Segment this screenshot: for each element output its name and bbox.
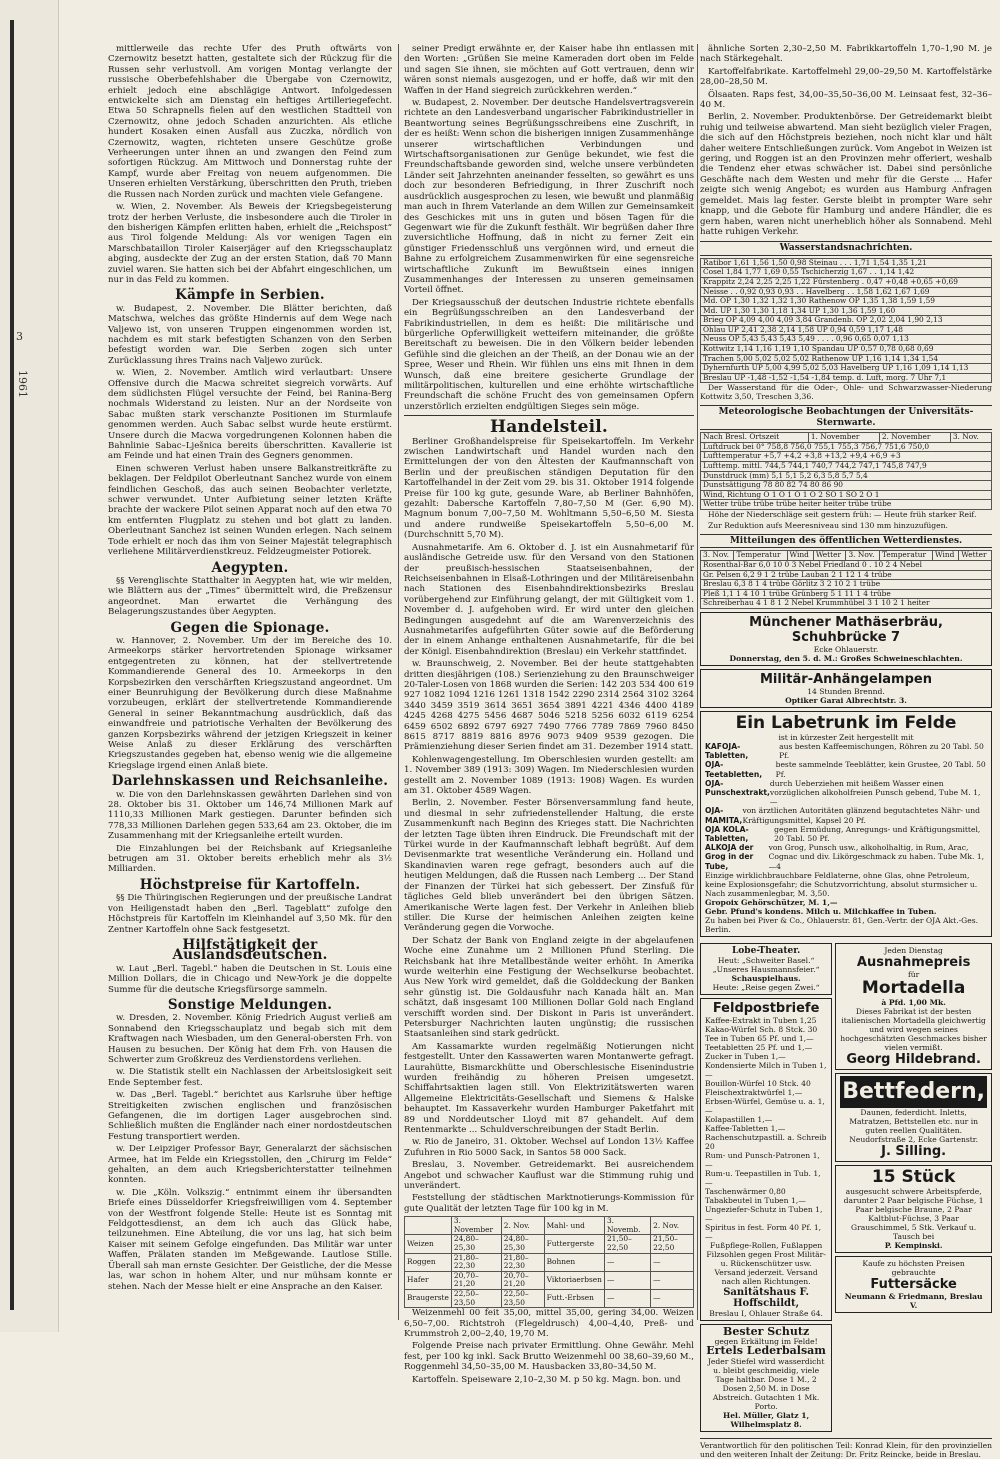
- table-cell: Luftdruck bei 0° 758,8 756,0 755,1 755,3 756,7 751,6 750,0: [701, 442, 992, 452]
- ad-text: Daunen, federdicht. Inletts, Matratzen, Bettstellen etc. nur in guten reellen Qualitäten.: [849, 1107, 979, 1135]
- ad-price: à Pfd. 1,00 Mk.: [881, 997, 946, 1007]
- ad-text: Gebr. Pfund's kondens. Milch u. Milchkaffee in Tuben.: [705, 906, 937, 916]
- ad-title: Militär-Anhängelampen: [760, 671, 932, 687]
- article-paragraph: w. Der Leipziger Professor Bayr, Generalarzt der sächsischen Armee, hat im Felde ein Kriegsstollen, den „Chirurg im Felde“ gehalten, an dem auch Kriegsberichterstatter teilnehmen konnten.: [108, 1144, 392, 1186]
- water-level-title: Wasserstandsnachrichten.: [700, 241, 992, 255]
- table-header: 3. Novemb.: [604, 1217, 650, 1235]
- product-item: [705, 779, 987, 807]
- ad-text: Einzige wirklichbrauchbare Feldlaterne, ohne Glas, ohne Petroleum, keine Explosionsgefahr; die Schutzvorrichtung, absolut sturmsicher u. Nach zusammenlegbar, M. 3,50.: [705, 870, 978, 898]
- table-cell: 24,80–25,30: [501, 1235, 544, 1253]
- table-note: Zur Reduktion aufs Meeresniveau sind 130 mm hinzuzufügen.: [708, 521, 948, 530]
- article-paragraph: Ausnahmetarife. Am 6. Oktober d. J. ist ein Ausnahmetarif für ausländische Getreide usw. für den Versand von den Stationen der preußisch-hessischen Staatseisenbahnen, der Reichseisenbahnen in Elsaß-Lothringen und der Militäreisenbahn nach Stationen des Eisenbahndirektionsbezirks Breslau vorübergehend zur Einführung gelangt, der mit Gültigkeit vom 1. November d. J. aufgehoben wird. Er wird unter den gleichen Bedingungen ausgedehnt auf die am Warenverzeichnis des Ausnahmetarifes aufgeführten Güter sowie auf die Beförderung der in einem Anhange enthaltenen Ausnahmetarife, für die bei der Königl. Eisenbahndirektion (Breslau) ein Verkehr stattfindet.: [404, 542, 694, 657]
- table-cell: Bohnen: [544, 1253, 604, 1271]
- section-heading: Gegen die Spionage.: [170, 619, 330, 636]
- ad-firm: Hel. Müller, Glatz 1, Wilhelmsplatz 8.: [723, 1410, 810, 1429]
- table-cell: Hafer: [405, 1271, 452, 1289]
- weather-observation-table: [700, 432, 992, 510]
- table-cell: 21,50–22,50: [651, 1235, 694, 1253]
- list-item: Spiritus in fest. Form 40 Pf. 1,—: [705, 1223, 822, 1242]
- table-cell: Lufttemp. mittl. 744,5 744,1 740,7 744,2 747,1 745,8 747,9: [701, 462, 992, 472]
- ad-title: Futtersäcke: [870, 1276, 957, 1292]
- section-heading: Kämpfe in Serbien.: [175, 287, 325, 304]
- table-cell: Kottwitz 1,14 1,16 1,19 1,10 Spandau UP 0,57 0,78 0,68 0,69: [701, 345, 992, 355]
- article-paragraph: Der Kriegsausschuß der deutschen Industrie richtete ebenfalls ein Begrüßungsschreiben an den Landesverband der Fabrikindustriellen, in dem es heißt: Die militärische und bürgerliche Opferwilligkeit wetteifern miteinander, die größte Bereitschaft zu beweisen. Die in den Völkern beider lebenden Gefühle sind die gleichen an der Theiß, an der Donau wie an der Spree, Weser und Rhein. Wir fühlen uns eins mit Ihnen in dem Wunsch, daß eine breitere gesicherte Grundlage der militärpolitischen, kulturellen und eine erhöhte wirtschaftliche Freundschaft die schöne Frucht des von gemeinsamen Opfern unzerstörlich erzielten endgültigen Sieges sein möge.: [404, 297, 694, 412]
- ad-text: Neudorfstraße 2, Ecke Gartenstr.: [849, 1134, 978, 1144]
- table-cell: —: [604, 1271, 650, 1289]
- product-name: KAFOJA-Tabletten,: [705, 741, 749, 761]
- ad-text: ist in kürzester Zeit hergestellt mit: [778, 732, 914, 742]
- article-paragraph: w. Die von den Darlehnskassen gewährten Darlehen sind von 28. Oktober bis 31. Oktober um 146,74 Millionen Mark auf 1110,33 Millionen Mark gestiegen. Darunter befinden sich 778,33 Millionen Darlehen gegen 533,64 am 23. Oktober, die im Zusammenhang mit der Kriegsanleihe erteilt wurden.: [108, 789, 392, 842]
- ad-text: Ecke Ohlauerstr.: [813, 644, 879, 654]
- binding-rule: [10, 20, 14, 1310]
- article-paragraph: Kartoffeln. Speiseware 2,10–2,30 M. p 50 kg. Magn. bon. und: [412, 1374, 681, 1385]
- ad-text: Kaufe zu höchsten Preisen gebrauchte: [862, 1258, 965, 1277]
- ad-text: Heut: „Schweiter Basel.“: [717, 956, 815, 966]
- table-cell: —: [604, 1253, 650, 1271]
- article-paragraph: Folgende Preise nach privater Ermittlung. Ohne Gewähr. Mehl fest, per 100 kg inkl. Sack Brutto Weizenmehl 00 38,60–39,60 M., Roggenmehl 34,50–35,00 M. Hausbacken 33,80–34,50 M.: [404, 1341, 694, 1373]
- table-header: Wetter: [959, 551, 992, 561]
- list-item: Kaffee-Extrakt in Tuben 1,25: [705, 1016, 817, 1026]
- article-paragraph: w. Die „Köln. Volkszig.“ entnimmt einem ihr übersandten Briefe eines Düsseldorfer Kriegsfreiwilligen vom 4. September von der Westfront folgende Stelle: Heute ist es Sonntag mit Feldgottesdienst, an dem ich auch das Glück habe, teilzunehmen. Eine Abteilung, die vor uns lag, hat sich beim Kaiser mit seinem Gefolge eingefunden. Das Militär war unter Waffen, Prälaten standen im Meßgewande. Lautlose Stille. Überall sah man ernste Gesichter. Der Geistliche, der die Messe las, war schon in hohem Alter, und nur mühsam konnte er stehen. Nach der Messe hielt er eine Ansprache an den Kaiser.: [108, 1187, 392, 1292]
- product-item: [705, 825, 987, 843]
- table-cell: —: [651, 1290, 694, 1308]
- ad-text: Breslau I, Ohlauer Straße 64.: [709, 1309, 823, 1319]
- ad-text: Fußpflege-Rollen, Fußlappen Filzsohlen gegen Frost Militär- u. Rückenschützer usw. Versand jederzeit. Versand nach allen Richtungen.: [706, 1241, 826, 1287]
- market-table: [404, 1216, 694, 1308]
- ad-text: Jeden Dienstag: [884, 945, 943, 955]
- table-note: Der Wasserstand für die Oder-, Ohle- und Schwarzwasser-Niederung Kottwitz 3,50, Treschen 3,36.: [700, 383, 992, 402]
- ad-text: Heute: „Reise gegen Zwei.“: [712, 983, 820, 993]
- ad-text: Dieses Fabrikat ist der besten italienischen Mortadella gleichwertig und wird wegen seines hochgeschätzten Geschmackes bisher vielen vermißt.: [840, 1006, 987, 1052]
- column-2: [404, 44, 694, 1385]
- table-header: 3. November: [451, 1217, 501, 1235]
- article-paragraph: w. Braunschweig, 2. November. Bei der heute stattgehabten dritten diesjährigen (108.) Serienziehung zu den Braunschweiger 20-Taler-Losen von 1868 wurden die Serien: 142 203 534 400 619 927 1082 1094 1216 1261 1318 1542 2290 2314 2564 3102 3264 3440 3459 3519 3614 3651 3654 3891 4221 4346 4400 4189 4245 4268 4275 5456 4687 5046 5218 5256 6032 6119 6254 6459 6502 6892 6797 6927 7490 7766 7789 7869 7960 8450 8615 8717 8819 8816 8976 9073 9409 9539 gezogen. Die Prämienziehung dieser Serien findet am 31. Dezember 1914 statt.: [404, 659, 694, 753]
- product-item: [705, 742, 987, 760]
- ad-mortadella: [835, 943, 992, 1070]
- article-paragraph: Feststellung der städtischen Marktnotierungs-Kommission für gute Qualität der letzten Tage für 100 kg in M.: [404, 1193, 694, 1214]
- ad-text: Zu haben bei Piver & Co., Ohlauerstr. 81, Gen.-Vertr. der OJA Akt.-Ges. Berlin.: [705, 915, 979, 934]
- table-row: [701, 268, 992, 278]
- table-header: 2. Nov.: [651, 1217, 694, 1235]
- ad-futtersaecke: [835, 1256, 992, 1313]
- product-desc: durch Ueberziehen mit heißem Wasser einen vorzüglichen alkoholfreien Punsch gebend, Tube M. 1,—: [769, 778, 981, 807]
- table-cell: Pleß 1,1 1 4 10 1 trübe Grünberg 5 1 11 1 4 trübe: [701, 589, 992, 599]
- table-row: [701, 500, 992, 510]
- table-cell: Breslau 6,3 8 1 4 trübe Görlitz 3 2 10 2 1 trübe: [701, 580, 992, 590]
- article-paragraph: w. Wien, 2. November. Als Beweis der Kriegsbegeisterung trotz der herben Verluste, die insbesondere auch die Tiroler in den bisherigen Kämpfen erlitten haben, erhielt die „Reichspost“ aus Tirol folgende Meldung: Als vor wenigen Tagen ein Marschbataillon Tiroler Kaiserjäger auf den Kriegsschauplatz abging, ausdeckte der Zug an der ersten Station, daß 70 Mann zuviel waren. Sie hatten sich bei der Abfahrt eingeschlichen, um nur in das Feld zu kommen.: [108, 202, 392, 285]
- ad-lamps: [700, 669, 992, 708]
- table-row: [701, 297, 992, 307]
- table-row: [701, 580, 992, 590]
- ad-text: Donnerstag, den 5. d. M.: Großes Schweineschlachten.: [729, 653, 963, 663]
- article-paragraph: Am Kassamarkte wurden regelmäßig Notierungen nicht festgestellt. Unter den Kassawerten waren Montanwerte gefragt. Laurahütte, Bismarckhütte und Oberschlesische Eisenindustrie wurden freihändig zu höheren Preisen umgesetzt. Schiffahrtsaktien lagen still. Von Elektrizitätswerten waren Allgemeine Elektricitäts-Gesellschaft und Siemens & Halske behauptet. Im Kassaverkehr wurden Hamburger Paketfahrt mit 89 und Norddeutscher Lloyd mit 87 gehandelt. Auf dem Rentenmarkte ... Schuldverschreibungen der Stadt Berlin.: [404, 1041, 694, 1136]
- ad-text: Schauspielhaus.: [731, 974, 801, 984]
- article-paragraph: w. Wien, 2. November. Amtlich wird verlautbart: Unsere Offensive durch die Macwa schreitet siegreich vorwärts. Auf dem südlichsten Flügel versuchte der Feind, bei Ranina-Berg nochmals Widerstand zu leisten. Nur an der Nordseite von Sabac mußten stark verschanzte Positionen im Sturmlaufe genommen werden. Auch Sabac selbst wurde heute erstürmt. Unsere durch die Macwa vorgedrungenen Kolonnen haben die Bahnlinie Sabac–Lješnica bereits überschritten. Kavallerie ist am Feinde und hat einen Train des Gegners genommen.: [108, 368, 392, 462]
- table-header: Wind: [787, 551, 813, 561]
- ad-title: Bettfedern,: [840, 1076, 987, 1108]
- table-cell: 22,50–23,50: [451, 1290, 501, 1308]
- table-header: Mahl- und: [544, 1217, 604, 1235]
- table-header: Wetter: [813, 551, 846, 561]
- ad-bettfedern: [835, 1073, 992, 1162]
- table-cell: Cosel 1,84 1,77 1,69 0,55 Tschicherzig 1,67 . . 1,14 1,42: [701, 268, 992, 278]
- table-cell: Ratibor 1,61 1,56 1,50 0,98 Steinau . . . 1,71 1,54 1,35 1,21: [701, 258, 992, 268]
- column-rule: [697, 44, 698, 1320]
- table-header: 3. Nov.: [701, 551, 734, 561]
- table-cell: 20,70–21,20: [501, 1271, 544, 1289]
- table-row: [701, 462, 992, 472]
- ad-firm: Sanitätshaus F. Hoffschildt,: [723, 1287, 810, 1309]
- list-item: Fleischextraktwürfel 1,—: [705, 1088, 803, 1098]
- table-row: [701, 364, 992, 374]
- ad-text: Optiker Garai Albrechtstr. 3.: [785, 695, 907, 705]
- ad-column-left: [700, 940, 832, 1435]
- table-cell: Krappitz 2,24 2,25 2,25 1,22 Fürstenberg . 0,47 +0,48 +0,65 +0,69: [701, 277, 992, 287]
- column-rule: [398, 44, 399, 1320]
- ad-text: ausgesucht schwere Arbeitspferde, darunter 2 Paar belgische Füchse, 1 Paar belgische Braune, 2 Paar Kaltblut-Füchse, 3 Paar Grauschimmel, 5 Stk. Verkauf u. Tausch bei: [843, 1186, 984, 1241]
- article-paragraph: w. Rio de Janeiro, 31. Oktober. Wechsel auf London 13½ Kaffee Zufuhren in Rio 5000 Sack, in Santos 58 000 Sack.: [404, 1137, 694, 1158]
- ad-title: Lobe-Theater.: [731, 945, 801, 956]
- table-header: 3. Nov.: [950, 433, 991, 443]
- ad-mathaeserbraeu: [700, 612, 992, 666]
- table-header: 3. Nov.: [846, 551, 879, 561]
- ad-text: Gropoix Gehörschützer, M. 1,—: [705, 897, 838, 907]
- list-item: Kakao-Würfel Sch. 8 Stck. 30: [705, 1025, 818, 1035]
- list-item: Ungeziefer-Schutz in Tuben 1,—: [705, 1205, 823, 1224]
- article-paragraph: Breslau, 3. November. Getreidemarkt. Bei ausreichendem Angebot und schwacher Kauflust war die Stimmung ruhig und unverändert.: [404, 1160, 694, 1192]
- article-paragraph: mittlerweile das rechte Ufer des Pruth oftwärts von Czernowitz besetzt hatten, gestaltete sich der Rückzug für die Russen sehr verlustvoll. Am vorigen Montag verlangte der russische Oberbefehlshaber die Übergabe von Czernowitz, erhielt jedoch eine abschlägige Antwort. Infolgedessen entwickelte sich am Dienstag ein heftiges Artilleriegefecht. Etwa 50 Schrapnells fielen auf den westlichen Stadtteil von Czernowitz, ohne jedoch Schaden anzurichten. Als etliche hundert Kosaken einen Ausfall aus Zuczka, nördlich von Czernowitz, wagten, richteten unsere Geschütze große Verheerungen unter ihnen an und zwangen den Feind zum sofortigen Rückzug. Am Mittwoch und Donnerstag ruhte der Kampf, wurde aber Freitag von neuem aufgenommen. Die Unseren erhielten Verstärkung, überschritten den Pruth, trieben die Russen nach Norden zurück und machten viele Gefangene.: [108, 44, 392, 200]
- margin-mark: 3: [16, 330, 23, 343]
- list-item: Bouillon-Würfel 10 Stck. 40: [705, 1079, 811, 1089]
- weather-service-table: [700, 550, 992, 609]
- ad-text: 14 Stunden Brennd.: [807, 686, 885, 696]
- column-1: [108, 44, 392, 1314]
- table-cell: Wetter trübe trübe trübe heiter heiter trübe trübe: [701, 500, 992, 510]
- product-name: OJA-MAMITA,: [705, 806, 743, 825]
- product-desc: von ärztlichen Autoritäten glänzend begutachtetes Nähr- und Kräftigungsmittel, Kapsel 20 Pf.: [742, 806, 981, 825]
- table-cell: Dunstsättigung 78 80 82 74 80 86 90: [701, 481, 992, 491]
- product-desc: beste sammelnde Teeblätter, kein Grustee, 20 Tabl. 50 Pf.: [775, 760, 986, 779]
- article-paragraph: §§ Verenglischte Statthalter in Aegypten hat, wie wir melden, wie Blättern aus der „Times“ übermittelt wird, die Preßzensur angeordnet. Man erwartet die Verhängung des Belagerungszustandes über Aegypten.: [108, 575, 392, 618]
- article-paragraph: Berlin, 2. November. Fester Börsenversammlung fand heute, und diesmal in sehr zufriedenstellender Haltung, die erste Zusammenkunft nach Beginn des Krieges statt. Die Nachrichten der letzten Tage übten ihren Eindruck. Die Freundschaft mit der Türkei wurde in der Kaufmannschaft lebhaft begrüßt. Auf dem Devisenmarkte trat wesentliche Veränderung ein. Holland und Skandinavien waren rege gefragt, besonders auch auf die heutigen Meldungen, daß die Russen nach Lemberg ... Der Stand der Finanzen der Türkei hat sich gebessert. Der Zinsfuß für tägliches Geld blieb unverändert bei den übrigen Sätzen. Amerikanische Werte lagen fest. Der Verkehr in Anleihen blieb stiller. Die Kurse der heimischen Anleihen zeigten keine Veränderung gegen die Vorwoche.: [404, 798, 694, 934]
- table-cell: Neuss OP 5,43 5,43 5,43 5,49 . . . . 0,96 0,65 0,07 1,13: [701, 335, 992, 345]
- ad-text: für: [907, 969, 920, 979]
- ad-column-right: [835, 940, 992, 1435]
- article-paragraph: Einen schweren Verlust haben unsere Balkanstreitkräfte zu beklagen. Der Feldpilot Oberleutnant Sanchez wurde von einem feindlichen Geschoß, das auch seinen Beobachter verletzte, schwer verwundet. Unter Aufbietung seiner letzten Kräfte brachte der wackere Pilot seinen Apparat noch auf den etwa 70 km entfernten Flugplatz zu stehen und bot glatt zu landen. Oberleutnant Sanchez ist seinen Wunden erlegen. Nach seinem Tode erhielt er noch das ihm von Seiner Majestät telegraphisch verliehene Militärverdienstkreuz. Feldzeugmeister Potiorek.: [108, 463, 392, 558]
- section-heading: Höchstpreise für Kartoffeln.: [139, 876, 361, 893]
- article-paragraph: Ölsaaten. Raps fest, 34,00–35,50–36,00 M. Leinsaat fest, 32–36–40 M.: [700, 89, 992, 111]
- section-heading: Hilfstätigkeit der Auslandsdeutschen.: [172, 936, 328, 964]
- table-cell: Gr. Pelsen 6,2 9 1 2 trübe Lauban 2 1 12 1 4 trübe: [701, 570, 992, 580]
- table-cell: Trachen 5,00 5,02 5,02 5,02 Rathenow UP 1,16 1,14 1,34 1,54: [701, 354, 992, 364]
- table-cell: Dunstdruck (mm) 5,1 5,1 5,2 6,3 5,8 5,7 5,4: [701, 471, 992, 481]
- article-paragraph: Kohlenwagengestellung. Im Oberschlesien wurden gestellt: am 1. November 389 (1913: 309) Wagen. Im Niederschlesien wurden gestellt am 2. November 1089 (1913: 1908) Wagen. Es wurden am 31. Oktober 4589 Wagen.: [404, 754, 694, 797]
- ad-text: gegen Erkältung im Felde!: [714, 1337, 818, 1347]
- list-item: Rum-u. Teepastillen in Tub. 1,—: [705, 1169, 821, 1188]
- list-item: Rachenschutzpastill. a. Schreib 20: [705, 1133, 827, 1152]
- article-paragraph: Berlin, 2. November. Produktenbörse. Der Getreidemarkt bleibt ruhig und teilweise abwartend. Man sieht bezüglich vieler Fragen, die sich auf den Höchstpreis beziehen, noch nicht klar und hält daher weitere Entschließungen zurück. Vom Angebot in Weizen ist gering, und Roggen ist an den Provinzen mehr offeriert, weshalb die Tendenz eher etwas schwächer ist. Dabei sind persönliche Geschäfte nach dem Westen und mehr für die Gerste ... Hafer zeigte sich wenig Angebot; es wurden aus Hamburg Anfragen gemeldet. Mais lag fester. Gerste bleibt in prompter Ware sehr knapp, und die Gebote für Hamburg und andere Händler, die es gern haben, waren nicht unerheblich höher als Sonnabend. Mehl hatte ruhigen Verkehr.: [700, 112, 992, 237]
- table-cell: Ohlau UP 2,41 2,38 2,14 1,58 UP 0,94 0,59 1,17 1,48: [701, 325, 992, 335]
- table-cell: Lufttemperatur +5,7 +4,2 +3,8 +13,2 +9,4 +6,9 +3: [701, 452, 992, 462]
- table-cell: Neisse . . 0,92 0,93 0,93 . . Havelberg . . 1,58 1,62 1,67 1,69: [701, 287, 992, 297]
- table-row: [405, 1290, 694, 1308]
- article-paragraph: seiner Predigt erwähnte er, der Kaiser habe ihn entlassen mit den Worten: „Grüßen Sie meine Kameraden dort oben im Felde und sagen Sie ihnen, sie möchten auf Gott vertrauen, denn wir wären sonst niemals ausgezogen, und er hoffe, daß wir mit den Waffen in der Hand siegreich zurückkehren werden.“: [404, 44, 694, 96]
- table-row: [701, 345, 992, 355]
- list-item: Kondensierte Milch in Tuben 1,—: [705, 1061, 827, 1080]
- ad-firm: Neumann & Friedmann, Breslau V.: [844, 1291, 983, 1310]
- ad-title: Ertels Lederbalsam: [706, 1344, 826, 1358]
- table-row: [405, 1271, 694, 1289]
- list-item: Taschenwärmer 0,80: [705, 1187, 786, 1197]
- article-paragraph: w. Budapest, 2. November. Die Blätter berichten, daß Matschwa, welches das größte Hindernis auf dem Wege nach Valjewo ist, von unseren Truppen eingenommen worden ist, nachdem es mit stark befestigten Schanzen von den Serben befestigt worden war. Die Serben zogen sich unter Zurücklassung ihres Trains nach Valjewo zurück.: [108, 303, 392, 366]
- ad-title: Bester Schutz: [723, 1325, 810, 1339]
- ad-pferde: [835, 1165, 992, 1253]
- table-header: 2. November: [879, 433, 950, 443]
- table-cell: Roggen: [405, 1253, 452, 1271]
- imprint-footer: Verantwortlich für den politischen Teil: Konrad Klein, für den provinziellen und den weiteren Inhalt der Zeitung: Dr. Fritz Reincke, beide in Breslau.: [700, 1438, 992, 1459]
- table-header: Temperatur: [734, 551, 787, 561]
- ad-lederbalsam: [700, 1324, 832, 1432]
- weather-observation-title: Meteorologische Beobachtungen der Universitäts-Sternwarte.: [700, 405, 992, 430]
- ad-firm: Georg Hildebrand.: [846, 1051, 981, 1067]
- product-desc: von Grog, Punsch usw., alkoholhaltig, in Rum, Arac, Cognac und div. Likörgeschmack zu haben. Tube Mk. 1,—4: [768, 843, 985, 871]
- product-name: OJA-Teetabletten,: [705, 760, 763, 779]
- list-item: Zucker in Tuben 1,—: [705, 1052, 786, 1062]
- divider: [404, 415, 694, 416]
- list-item: Kolapastillen 1,—: [705, 1115, 773, 1125]
- table-cell: 21,80–22,30: [501, 1253, 544, 1271]
- section-heading: Darlehnskassen und Reichsanleihe.: [111, 773, 389, 790]
- list-item: Kaffee-Tabletten 1,—: [705, 1124, 786, 1134]
- product-list: [705, 1016, 827, 1241]
- column-3: [700, 44, 992, 1459]
- table-header: 2. Nov.: [501, 1217, 544, 1235]
- list-item: Rum- und Punsch-Patronen 1,—: [705, 1151, 820, 1170]
- water-level-table: [700, 258, 992, 384]
- table-cell: Viktoriaerbsen: [544, 1271, 604, 1289]
- table-cell: Braugerste: [405, 1290, 452, 1308]
- table-cell: —: [604, 1290, 650, 1308]
- product-item: [705, 760, 987, 778]
- article-paragraph: Kartoffelfabrikate. Kartoffelmehl 29,00–29,50 M. Kartoffelstärke 28,00–28,50 M.: [700, 66, 992, 88]
- article-paragraph: Der Schatz der Bank von England zeigte in der abgelaufenen Woche eine Zunahme um 2 Millionen Pfund Sterling. Die Reichsbank hat ihre Metallbestände weiter erhöht. In Amerika wurde weiterhin eine Festigung der Wechselkurse beobachtet. Aus New York wird gemeldet, daß die Golddeckung der Banken sehr günstig ist. Die Goldausfuhr nach Kanada hält an. Man schätzt, daß insgesamt 100 Millionen Dollar Gold nach England verschifft worden sind. Der Diskont in Paris ist unverändert. Petersburger Nachrichten lauten ungünstig; die russischen Staatsanleihen sind stark gedrückt.: [404, 935, 694, 1040]
- ad-firm: J. Silling.: [881, 1143, 947, 1159]
- ad-feldpostbriefe: [700, 998, 832, 1321]
- table-cell: Weizen: [405, 1235, 452, 1253]
- product-name: ALKOJA der Grog in der Tube,: [705, 843, 754, 871]
- list-item: Erbsen-Würfel, Gemüse u. a. 1,—: [705, 1097, 825, 1116]
- ad-title: Feldpostbriefe: [712, 1001, 820, 1017]
- table-cell: 24,80–25,30: [451, 1235, 501, 1253]
- table-cell: Dyhernfurth UP 5,00 4,99 5,02 5,03 Havelberg UP 1,16 1,09 1,14 1,13: [701, 364, 992, 374]
- table-cell: —: [651, 1253, 694, 1271]
- margin-mark: 1961: [16, 370, 29, 398]
- table-cell: Futtergerste: [544, 1235, 604, 1253]
- ad-title: Ein Labetrunk im Felde: [735, 712, 957, 733]
- ad-labetrunk: [700, 711, 992, 937]
- scan-margin: [0, 0, 59, 1332]
- table-row: [701, 481, 992, 491]
- table-cell: Brieg OP 4,09 4,00 4,09 3,84 Grandenb. OP 2,02 2,04 1,90 2,13: [701, 316, 992, 326]
- table-cell: Md. OP 1,30 1,32 1,32 1,30 Rathenow OP 1,35 1,38 1,59 1,59: [701, 297, 992, 307]
- article-paragraph: w. Laut „Berl. Tagebl.“ haben die Deutschen in St. Louis eine Million Dollars, die in Chicago und New-York je die doppelte Summe für die deutsche Kriegsfürsorge sammeln.: [108, 963, 392, 995]
- ad-title: Münchener Mathäserbräu, Schuhbrücke 7: [749, 614, 943, 645]
- table-cell: Wind, Richtung O 1 O 1 O 1 O 2 SO 1 SO 2 O 1: [701, 490, 992, 500]
- table-cell: 20,70–21,20: [451, 1271, 501, 1289]
- article-paragraph: Weizenmehl 00 feit 35,00, mittel 35,00, gering 34,00. Weizen 6,50–7,00. Richtstroh (Flegeldrusch) 4,00–4,40, Preß- und Krummstroh 2,00–2,40, 19,70 M.: [404, 1308, 694, 1340]
- table-row: [405, 1235, 694, 1253]
- article-paragraph: Die Einzahlungen bei der Reichsbank auf Kriegsanleihe betrugen am 31. Oktober bereits erheblich mehr als 3½ Milliarden.: [108, 843, 392, 875]
- article-paragraph: w. Budapest, 2. November. Der deutsche Handelsvertragsverein richtete an den Landesverband ungarischer Fabrikindustrieller in Beantwortung seines Begrüßungsschreibens eine Zuschrift, in der es heißt: Wenn schon die bisherigen innigen Zusammenhänge unserer wirtschaftlichen Verbindungen und Wirtschaftsorganisationen zur Genüge bekundet, wie fest die Freundschaftsbande geworden sind, welche unsere verbündeten Länder seit Jahrzehnten aneinander fesselten, so gewährt es uns doch zur besonderen Befriedigung, in Ihrer Zuschrift noch ausdrücklich ausgesprochen zu lesen, wie bewußt und planmäßig man auch in Ihrem Vaterlande an dem Willen zur Gemeinsamkeit des Geschickes mit uns in guten und bösen Tagen für die Gegenwart wie für die Zukunft festhält. Wir begrüßen daher Ihre zuversichtliche Hoffnung, daß in nicht zu ferner Zeit ein günstiger Friedensschluß uns vergönnen wird, und erneut die Bahne zu erfolgreichem Zusammenwirken für eine segensreiche wirtschaftliche Zukunft im Bewußtsein eines innigen Zusammenhanges der Interessen zu unseren gemeinsamen Vorteil öffnet.: [404, 98, 694, 296]
- table-header: Nach Bresl. Ortszeit: [701, 433, 809, 443]
- product-desc: gegen Ermüdung, Anregungs- und Kräftigungsmittel, 20 Tabl. 50 Pf.: [774, 824, 981, 843]
- table-header: Wind: [933, 551, 959, 561]
- section-heading: Aegypten.: [211, 559, 289, 576]
- table-header: 1. November: [808, 433, 879, 443]
- article-paragraph: w. Dresden, 2. November. König Friedrich August verließ am Sonnabend den Kriegsschauplatz und begab sich mit dem Kraftwagen nach Wiesbaden, um den General-obersten Frh. von Hausen zu besuchen. Der König hat dem Frh. von Hausen die Schwerter zum Großkreuz des Verdienstordens verliehen.: [108, 1013, 392, 1065]
- product-desc: aus besten Kaffeemischungen, Röhren zu 20 Tabl. 50 Pf.: [779, 741, 984, 761]
- list-item: Tee in Tuben 65 Pf. und 1,—: [705, 1034, 814, 1044]
- product-name: OJA KOLA-Tabletten,: [705, 824, 749, 843]
- table-cell: —: [651, 1271, 694, 1289]
- table-cell: 21,50–22,50: [604, 1235, 650, 1253]
- ad-title: Ausnahmepreis: [856, 954, 971, 970]
- table-cell: 21,80–22,30: [451, 1253, 501, 1271]
- ad-theater: [700, 943, 832, 995]
- article-paragraph: w. Die Statistik stellt ein Nachlassen der Arbeitslosigkeit seit Ende September fest.: [108, 1067, 392, 1088]
- table-row: [701, 373, 992, 383]
- list-item: Tabakbeutel in Tuben 1,—: [705, 1196, 806, 1206]
- table-cell: Schreiberhau 4 1 8 1 2 Nebel Krummhübel 3 1 10 2 1 heiter: [701, 599, 992, 609]
- ad-firm: P. Kempinski.: [884, 1240, 943, 1250]
- table-header-row: [405, 1217, 694, 1235]
- section-heading: Sonstige Meldungen.: [167, 996, 333, 1013]
- table-row: [701, 316, 992, 326]
- table-cell: Breslau UP -1,48 -1,52 -1,54 -1,84 temp. d. Luft, morg. 7 Uhr 7,1: [701, 373, 992, 383]
- article-paragraph: w. Das „Berl. Tagebl.“ berichtet aus Karlsruhe über heftige Streitigkeiten zwischen englischen und französischen Gefangenen, die im dortigen Lager ausgebrochen sind. Schließlich mußten die Engländer nach einer nordostdeutschen Festung transportiert werden.: [108, 1090, 392, 1142]
- table-cell: 22,50–23,50: [501, 1290, 544, 1308]
- ad-text: Jeder Stiefel wird wasserdicht u. bleibt geschmeidig, viele Tage haltbar. Dose 1 M., 2 Dosen 2,50 M. in Dose Abstreich. Gutachten 1 Mk. Porto.: [707, 1356, 825, 1411]
- table-row: [701, 599, 992, 609]
- table-row: [405, 1253, 694, 1271]
- table-cell: Rosenthal-Bar 6,0 10 0 3 Nebel Friedland 0 . 10 2 4 Nebel: [701, 561, 992, 571]
- section-heading: Handelsteil.: [489, 417, 609, 438]
- article-paragraph: §§ Die Thüringischen Regierungen und der preußische Landrat von Heiligenstadt haben den „Berl. Tageblatt“ zufolge den Höchstpreis für Kartoffeln im Kleinhandel auf 3,50 Mk. für den Zentner Kartoffeln ohne Sack festgesetzt.: [108, 893, 392, 935]
- article-paragraph: Berliner Großhandelspreise für Speisekartoffeln. Im Verkehr zwischen Landwirtschaft und Handel wurden nach den Ermittelungen der von den Ältesten der Kaufmannschaft von Berlin und der preußischen ständigen Deputation für den Kartoffelhandel in der Zeit vom 29. bis 31. Oktober 1914 folgende Preise für 100 kg gute, gesunde Ware, ab Berliner Bahnhöfen, gezahlt: Dabersche Kartoffeln 7,80–7,50 M (Ger. 6,90 M). Magnum bonum 7,00–7,50 M. Wohltmann 5,50–6,50 M. Siesta und andere rundweiße Speisekartoffeln 5,50–6,00 M. (Durchschnitt 5,70 M).: [404, 436, 694, 541]
- table-cell: Futt.-Erbsen: [544, 1290, 604, 1308]
- ad-row: [700, 940, 992, 1435]
- list-item: Teetabletten 25 Pf. und 1,—: [705, 1043, 813, 1053]
- article-paragraph: w. Hannover, 2. November. Um der im Bereiche des 10. Armeekorps stärker hervortretenden Spionage wirksamer entgegentreten zu können, hat der stellvertretende Kommandierende General des 10. Armeekorps in den Korpsbezirken den verschärften Kriegszustand angeordnet. Um einer Beunruhigung der Bevölkerung durch diese Maßnahme vorzubeugen, erklärt der stellvertretende Kommandierende General in seiner Bekanntmachung ausdrücklich, daß das einwandfreie und patriotische Verhalten der Bevölkerung des ganzen Korpsbezirks während der jetzigen Kriegszeit in keiner Weise Anlaß zu dieser Erklärung des verschärften Kriegszustandes gegeben hat, ebenso wenig wie die allgemeine Kriegslage irgend einen Anlaß biete.: [108, 635, 392, 771]
- ad-text: „Unseres Hausmannsfeier.“: [712, 965, 820, 975]
- ad-title: Mortadella: [861, 977, 966, 998]
- article-paragraph: ähnliche Sorten 2,30–2,50 M. Fabrikkartoffeln 1,70–1,90 M. je nach Stärkegehalt.: [700, 44, 992, 65]
- table-cell: Md. UP 1,30 1,30 1,18 1,34 UP 1,30 1,36 1,59 1,60: [701, 306, 992, 316]
- table-header-row: [701, 433, 992, 443]
- table-note: Höhe der Niederschläge seit gestern früh: — Heute früh starker Reif.: [708, 510, 977, 519]
- product-item: [705, 806, 987, 824]
- ad-title: 15 Stück: [871, 1166, 956, 1187]
- product-name: OJA-Punschextrakt,: [705, 778, 770, 797]
- weather-service-title: Mitteilungen des öffentlichen Wetterdienstes.: [700, 534, 992, 548]
- table-row: [701, 277, 992, 287]
- product-item: [705, 843, 987, 871]
- table-header: Temperatur: [879, 551, 932, 561]
- table-row: [701, 561, 992, 571]
